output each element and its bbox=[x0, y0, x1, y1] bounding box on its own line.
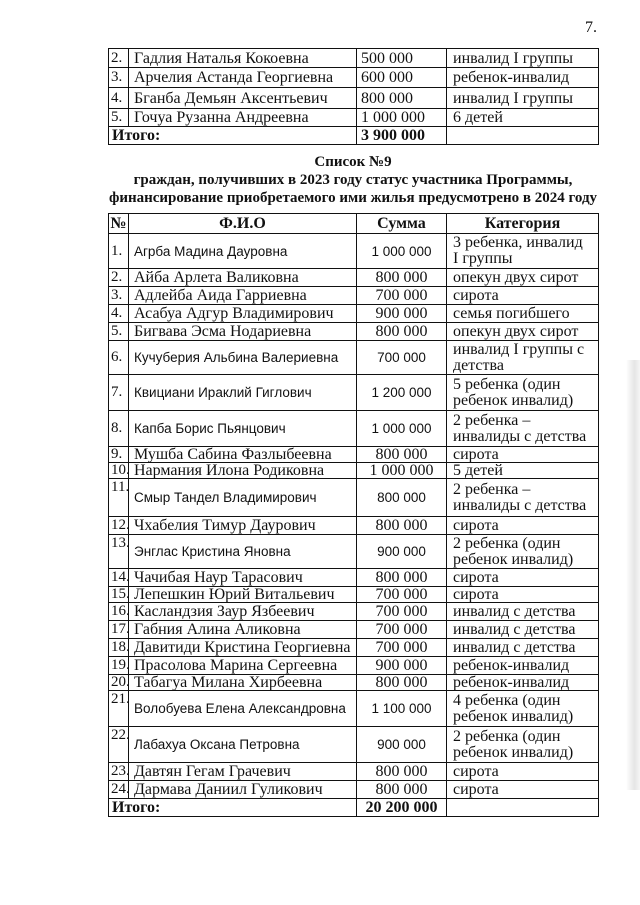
amount: 700 000 bbox=[357, 621, 447, 639]
person-name: Давтян Гегам Грачевич bbox=[129, 763, 357, 781]
row-number: 5. bbox=[109, 109, 129, 127]
category bbox=[447, 341, 599, 375]
category: ребенок-инвалид bbox=[447, 675, 599, 691]
person-name: Смыр Тандел Владимирович bbox=[129, 479, 357, 517]
person-name: Давитиди Кристина Георгиевна bbox=[129, 639, 357, 657]
person-name: Дармава Даниил Гуликович bbox=[129, 781, 357, 799]
row-number: 17. bbox=[109, 621, 129, 639]
person-name: Табагуа Милана Хирбеевна bbox=[129, 675, 357, 691]
text-line: 2 ребенка (один bbox=[453, 534, 561, 552]
table-row bbox=[109, 88, 599, 109]
category: инвалид с детства bbox=[447, 639, 599, 657]
row-number: 24. bbox=[109, 781, 129, 799]
category: сирота bbox=[447, 781, 599, 799]
row-number: 3. bbox=[109, 287, 129, 305]
text-line: 5 ребенка (один bbox=[453, 375, 561, 393]
text-line: инвалиды с детства bbox=[453, 427, 587, 445]
table-row bbox=[109, 517, 599, 535]
category: опекун двух сирот bbox=[447, 323, 599, 341]
amount: 1 000 000 bbox=[357, 411, 447, 447]
table-row bbox=[109, 691, 599, 727]
person-name: Гочуа Рузанна Андреевна bbox=[129, 109, 357, 127]
table-row bbox=[109, 463, 599, 479]
person-name: Лепешкин Юрий Витальевич bbox=[129, 587, 357, 603]
category bbox=[447, 479, 599, 517]
amount: 700 000 bbox=[357, 341, 447, 375]
text-line: граждан, получивших в 2023 году статус участника Программы, bbox=[133, 172, 573, 188]
amount: 800 000 bbox=[357, 569, 447, 587]
row-number: 2. bbox=[109, 49, 129, 68]
row-number: 18. bbox=[109, 639, 129, 657]
row-number: 13. bbox=[109, 535, 129, 569]
row-number: 15. bbox=[109, 587, 129, 603]
row-number: 1. bbox=[109, 234, 129, 269]
person-name: Асабуа Адгур Владимирович bbox=[129, 305, 357, 323]
text-line: 2 ребенка – bbox=[453, 411, 531, 429]
category: инвалид с детства bbox=[447, 603, 599, 621]
amount: 700 000 bbox=[357, 587, 447, 603]
person-name: Бигвава Эсма Нодариевна bbox=[129, 323, 357, 341]
amount: 800 000 bbox=[357, 269, 447, 287]
person-name: Лабахуа Оксана Петровна bbox=[129, 727, 357, 763]
row-number: 11. bbox=[109, 479, 129, 517]
table-row bbox=[109, 639, 599, 657]
list-9-body bbox=[109, 234, 599, 817]
text-line: 4 ребенка (один bbox=[453, 691, 561, 709]
page-number: 7. bbox=[585, 19, 597, 36]
amount: 900 000 bbox=[357, 657, 447, 675]
category bbox=[447, 411, 599, 447]
category bbox=[447, 234, 599, 269]
text-line: ребенок инвалид) bbox=[453, 707, 574, 725]
category: сирота bbox=[447, 447, 599, 463]
category: семья погибшего bbox=[447, 305, 599, 323]
text-line: I группы bbox=[453, 250, 513, 267]
person-name: Габния Алина Аликовна bbox=[129, 621, 357, 639]
table-row bbox=[109, 411, 599, 447]
person-name: Гадлия Наталья Кокоевна bbox=[129, 49, 357, 68]
table-row bbox=[109, 603, 599, 621]
table-row bbox=[109, 535, 599, 569]
text-line: ребенок инвалид) bbox=[453, 743, 574, 761]
text-line: ребенок инвалид) bbox=[453, 550, 574, 568]
person-name: Агрба Мадина Дауровна bbox=[129, 234, 357, 269]
table-row bbox=[109, 109, 599, 127]
person-name: Волобуева Елена Александровна bbox=[129, 691, 357, 727]
row-number: 4. bbox=[109, 88, 129, 109]
total-amount: 3 900 000 bbox=[357, 127, 447, 145]
table-row bbox=[109, 447, 599, 463]
text-line: детства bbox=[453, 356, 504, 374]
amount: 700 000 bbox=[357, 603, 447, 621]
table-row bbox=[109, 621, 599, 639]
total-row bbox=[109, 127, 599, 145]
row-number: 8. bbox=[109, 411, 129, 447]
person-name: Нармания Илона Родиковна bbox=[129, 463, 357, 479]
amount: 800 000 bbox=[357, 517, 447, 535]
amount: 1 000 000 bbox=[357, 109, 447, 127]
category bbox=[447, 727, 599, 763]
amount: 700 000 bbox=[357, 287, 447, 305]
table-row bbox=[109, 763, 599, 781]
row-number: 6. bbox=[109, 341, 129, 375]
amount: 1 000 000 bbox=[357, 463, 447, 479]
amount: 900 000 bbox=[357, 535, 447, 569]
column-header-number: № bbox=[110, 215, 127, 232]
category: инвалид I группы bbox=[447, 49, 599, 68]
row-number: 10. bbox=[109, 463, 129, 479]
table-row bbox=[109, 569, 599, 587]
category: сирота bbox=[447, 763, 599, 781]
amount: 800 000 bbox=[357, 675, 447, 691]
person-name: Айба Арлета Валиковна bbox=[129, 269, 357, 287]
category: сирота bbox=[447, 569, 599, 587]
text-line: 2 ребенка (один bbox=[453, 727, 561, 745]
row-number: 4. bbox=[109, 305, 129, 323]
amount: 800 000 bbox=[357, 781, 447, 799]
category: инвалид с детства bbox=[447, 621, 599, 639]
category: ребенок-инвалид bbox=[447, 657, 599, 675]
row-number: 19. bbox=[109, 657, 129, 675]
row-number: 2. bbox=[109, 269, 129, 287]
table-row bbox=[109, 305, 599, 323]
table-row bbox=[109, 375, 599, 411]
table-row bbox=[109, 287, 599, 305]
amount: 900 000 bbox=[357, 727, 447, 763]
amount: 600 000 bbox=[357, 68, 447, 88]
person-name: Мушба Сабина Фазлыбеевна bbox=[129, 447, 357, 463]
category: сирота bbox=[447, 517, 599, 535]
total-empty-cell bbox=[447, 127, 599, 145]
amount: 1 200 000 bbox=[357, 375, 447, 411]
row-number: 23. bbox=[109, 763, 129, 781]
table-row bbox=[109, 479, 599, 517]
category: инвалид I группы bbox=[447, 88, 599, 109]
person-name: Кучуберия Альбина Валериевна bbox=[129, 341, 357, 375]
text-line: 2 ребенка – bbox=[453, 480, 531, 498]
amount: 900 000 bbox=[357, 305, 447, 323]
person-name: Квициани Ираклий Гиглович bbox=[129, 375, 357, 411]
amount: 700 000 bbox=[357, 639, 447, 657]
table-row bbox=[109, 269, 599, 287]
row-number: 16. bbox=[109, 603, 129, 621]
table-row bbox=[109, 234, 599, 269]
amount: 800 000 bbox=[357, 763, 447, 781]
total-amount: 20 200 000 bbox=[357, 799, 447, 817]
category: сирота bbox=[447, 587, 599, 603]
person-name: Чачибая Наур Тарасович bbox=[129, 569, 357, 587]
amount: 500 000 bbox=[357, 49, 447, 68]
table-row bbox=[109, 727, 599, 763]
person-name: Адлейба Аида Гарриевна bbox=[129, 287, 357, 305]
category bbox=[447, 375, 599, 411]
category: опекун двух сирот bbox=[447, 269, 599, 287]
category: 5 детей bbox=[447, 463, 599, 479]
row-number: 20. bbox=[109, 675, 129, 691]
total-label: Итого: bbox=[109, 799, 357, 817]
previous-list-body bbox=[109, 49, 599, 145]
column-header-category: Категория bbox=[447, 214, 599, 234]
text-line: инвалид I группы с bbox=[453, 340, 585, 358]
row-number: 9. bbox=[109, 447, 129, 463]
column-header-name: Ф.И.О bbox=[129, 214, 357, 234]
header-row bbox=[109, 214, 599, 234]
list-9-heading bbox=[103, 153, 603, 207]
table-row bbox=[109, 341, 599, 375]
row-number: 21. bbox=[109, 691, 129, 727]
category bbox=[447, 535, 599, 569]
row-number: 22. bbox=[109, 727, 129, 763]
table-row bbox=[109, 587, 599, 603]
category bbox=[447, 691, 599, 727]
category: сирота bbox=[447, 287, 599, 305]
person-name: Энглас Кристина Яновна bbox=[129, 535, 357, 569]
person-name: Прасолова Марина Сергеевна bbox=[129, 657, 357, 675]
previous-list-table bbox=[108, 48, 599, 145]
person-name: Чхабелия Тимур Даурович bbox=[129, 517, 357, 535]
table-row bbox=[109, 68, 599, 88]
text-line: 3 ребенка, инвалид bbox=[453, 234, 583, 251]
scan-edge-shadow bbox=[626, 360, 640, 790]
table-row bbox=[109, 781, 599, 799]
row-number: 7. bbox=[109, 375, 129, 411]
table-row bbox=[109, 49, 599, 68]
person-name: Бганба Демьян Аксентьевич bbox=[129, 88, 357, 109]
list-9-table bbox=[108, 213, 599, 817]
table-row bbox=[109, 675, 599, 691]
text-line: ребенок инвалид) bbox=[453, 391, 574, 409]
amount: 800 000 bbox=[357, 323, 447, 341]
category: ребенок-инвалид bbox=[447, 68, 599, 88]
total-empty-cell bbox=[447, 799, 599, 817]
row-number: 14. bbox=[109, 569, 129, 587]
table-row bbox=[109, 657, 599, 675]
person-name: Капба Борис Пьянцович bbox=[129, 411, 357, 447]
text-line: финансирование приобретаемого ими жилья предусмотрено в 2024 году bbox=[108, 190, 598, 206]
row-number: 5. bbox=[109, 323, 129, 341]
text-line: инвалиды с детства bbox=[453, 496, 587, 514]
row-number: 12. bbox=[109, 517, 129, 535]
person-name: Арчелия Астанда Георгиевна bbox=[129, 68, 357, 88]
total-row bbox=[109, 799, 599, 817]
amount: 1 000 000 bbox=[357, 234, 447, 269]
amount: 800 000 bbox=[357, 479, 447, 517]
category: 6 детей bbox=[447, 109, 599, 127]
person-name: Касландзия Заур Язбеевич bbox=[129, 603, 357, 621]
total-label: Итого: bbox=[109, 127, 357, 145]
table-row bbox=[109, 323, 599, 341]
amount: 800 000 bbox=[357, 88, 447, 109]
list-title: Список №9 bbox=[314, 154, 392, 170]
list-subtitle bbox=[103, 171, 603, 207]
column-header-sum: Сумма bbox=[357, 214, 447, 234]
amount: 800 000 bbox=[357, 447, 447, 463]
row-number: 3. bbox=[109, 68, 129, 88]
amount: 1 100 000 bbox=[357, 691, 447, 727]
